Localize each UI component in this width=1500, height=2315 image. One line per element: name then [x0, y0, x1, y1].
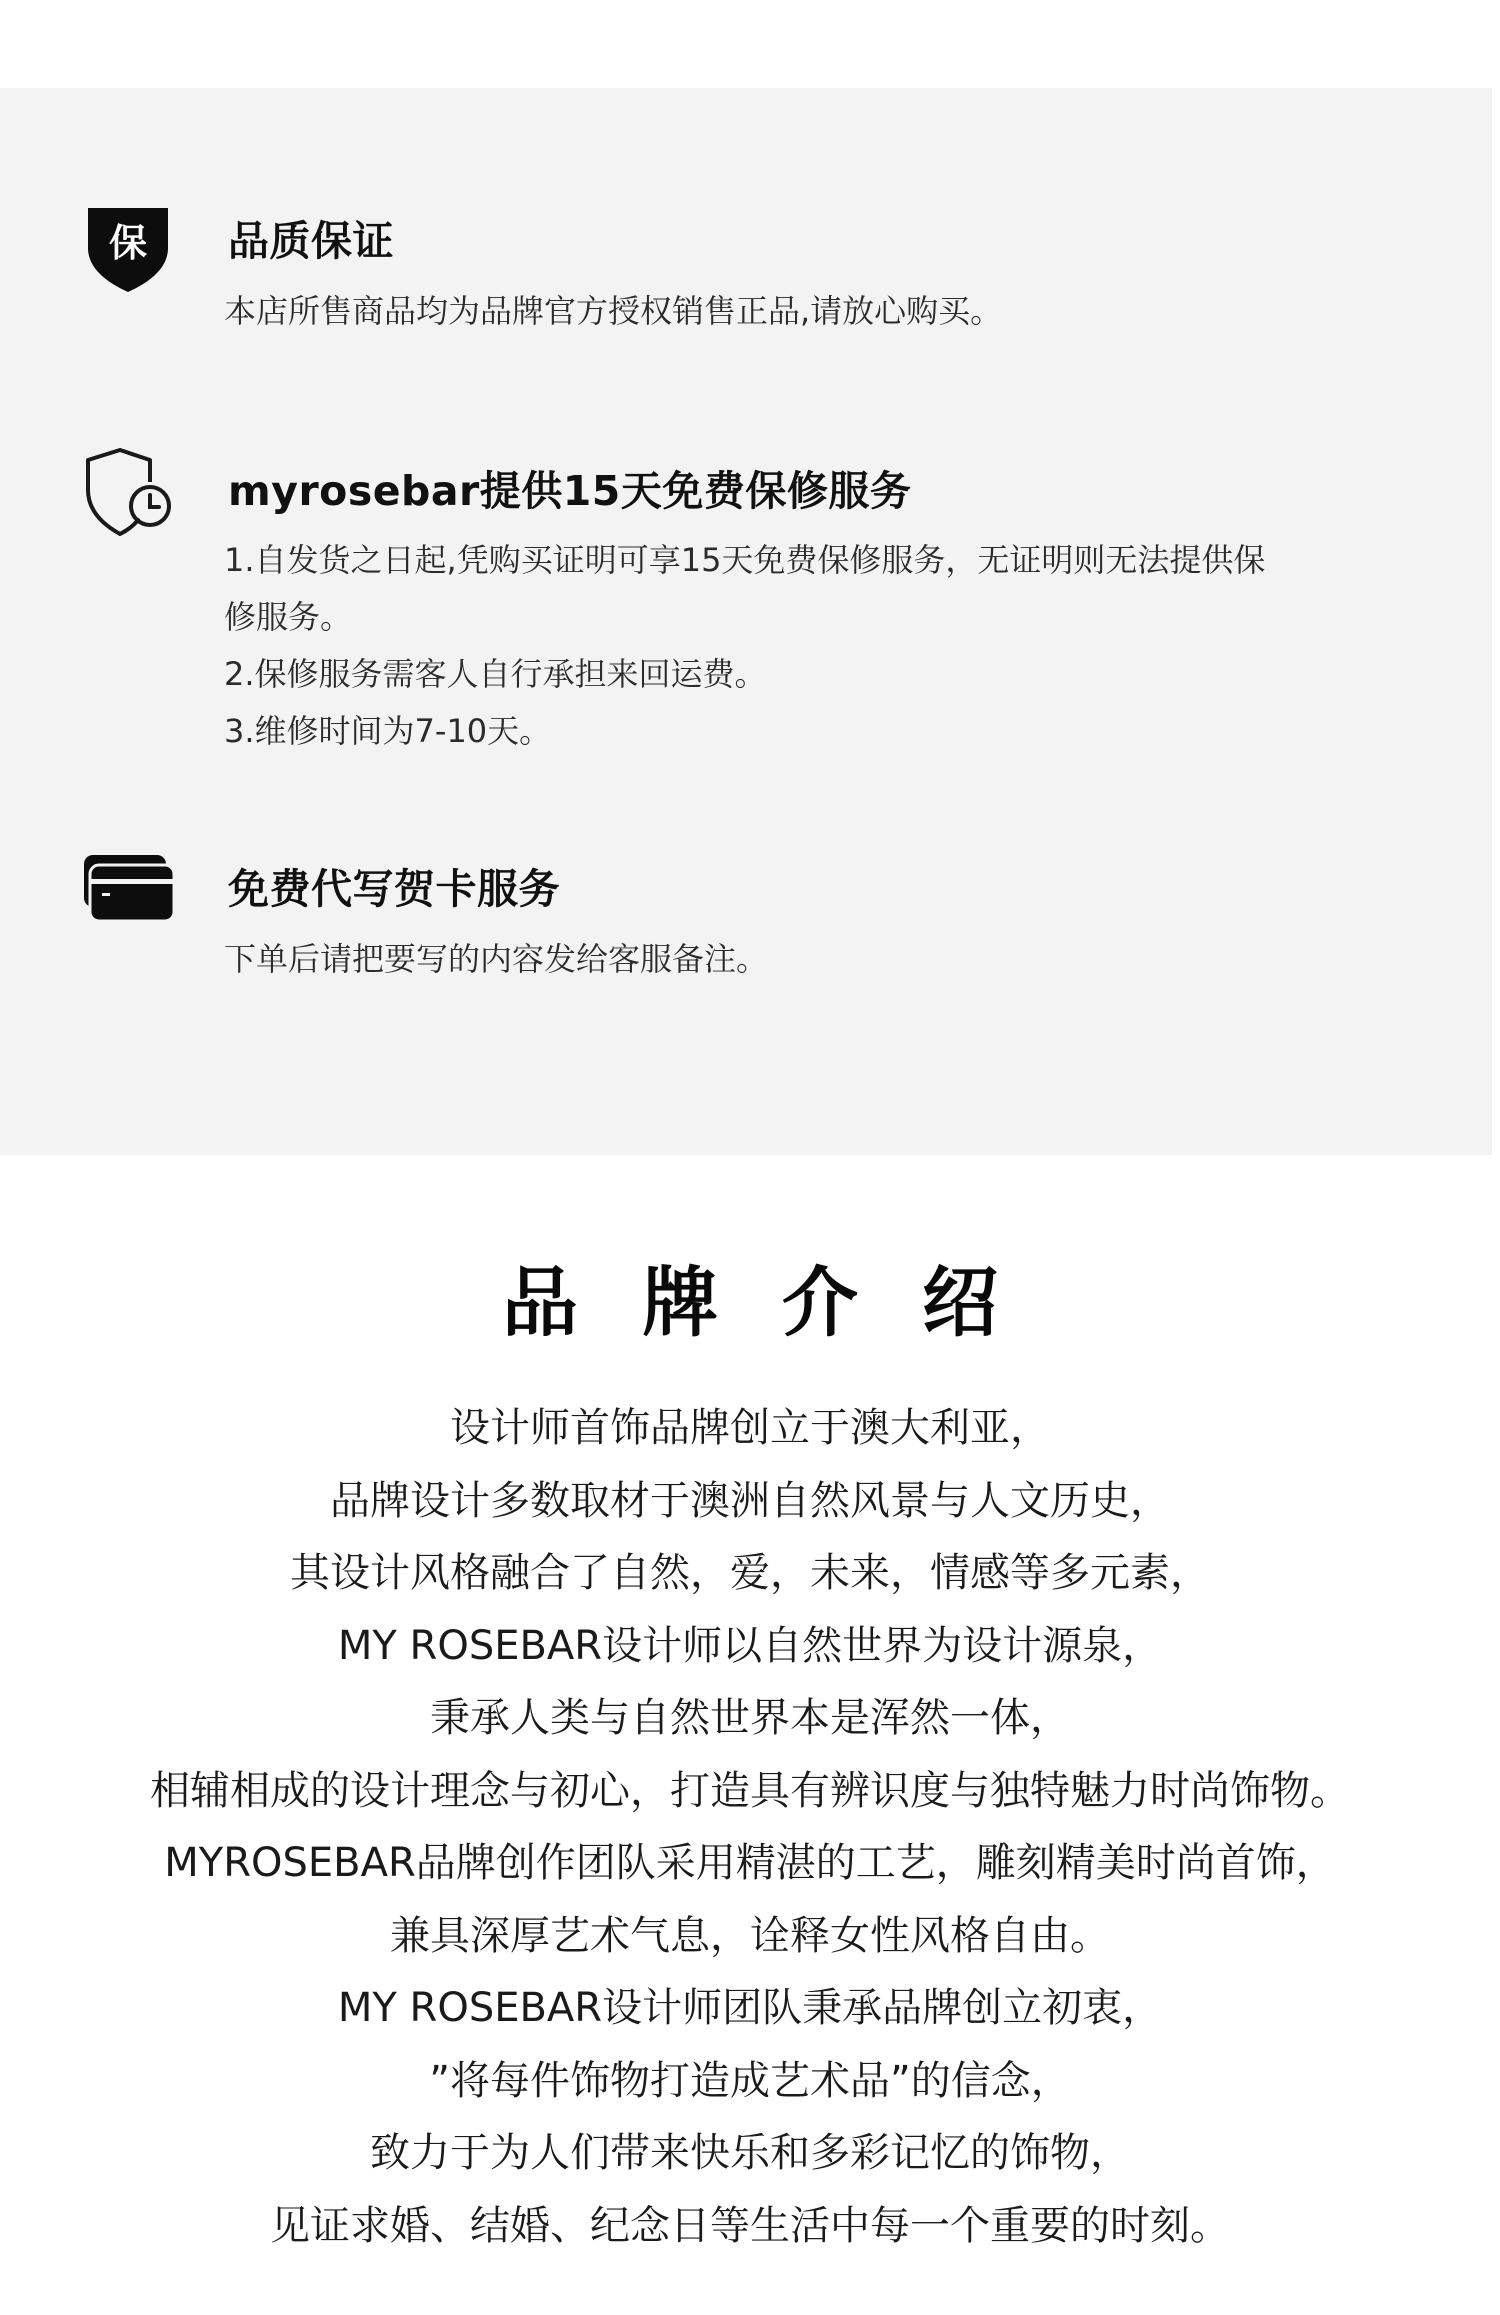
- greeting-card-text: [224, 931, 1394, 988]
- shield-guarantee-icon: [80, 198, 176, 294]
- brand-intro-line: 设计师首饰品牌创立于澳大利亚，: [450, 1405, 1050, 1451]
- brand-intro-line: ”将每件饰物打造成艺术品”的信念，: [429, 2057, 1071, 2104]
- brand-intro-line: 品牌设计多数取材于澳洲自然风景与人文历史，: [330, 1477, 1170, 1524]
- brand-intro-text: [0, 1392, 1500, 2262]
- brand-intro-line: 兼具深厚艺术气息，诠释女性风格自由。: [390, 1912, 1110, 1959]
- brand-intro-line: MY ROSEBAR设计师以自然世界为设计源泉，: [337, 1622, 1163, 1669]
- service-guarantee-panel: [0, 88, 1492, 1155]
- brand-intro-line: 相辅相成的设计理念与初心，打造具有辨识度与独特魅力时尚饰物。: [150, 1767, 1350, 1814]
- brand-intro-line: 致力于为人们带来快乐和多彩记忆的饰物，: [370, 2130, 1130, 2176]
- brand-intro-line: 其设计风格融合了自然，爱，未来，情感等多元素，: [290, 1550, 1210, 1596]
- greeting-card-title: 免费代写贺卡服务: [228, 865, 560, 913]
- quality-guarantee-line: 本店所售商品均为品牌官方授权销售正品,请放心购买。: [224, 292, 1003, 330]
- warranty-line: 2.保修服务需客人自行承担来回运费。: [224, 655, 767, 693]
- brand-intro-line: MY ROSEBAR设计师团队秉承品牌创立初衷，: [337, 1985, 1163, 2031]
- card-icon: [80, 841, 176, 937]
- greeting-card-line: 下单后请把要写的内容发给客服备注。: [224, 940, 769, 978]
- brand-intro-line: MYROSEBAR品牌创作团队采用精湛的工艺，雕刻精美时尚首饰，: [164, 1840, 1336, 1886]
- quality-guarantee-text: [224, 283, 1394, 340]
- brand-intro-title: 品牌介绍: [502, 1258, 1062, 1347]
- shield-clock-icon: [80, 444, 176, 540]
- quality-guarantee-title: 品质保证: [228, 217, 394, 265]
- warranty-title: myrosebar提供15天免费保修服务: [228, 467, 912, 515]
- brand-intro-line: 见证求婚、结婚、纪念日等生活中每一个重要的时刻。: [270, 2202, 1230, 2249]
- warranty-line: 修服务。: [224, 598, 353, 636]
- warranty-line: 1.自发货之日起,凭购买证明可享15天免费保修服务，无证明则无法提供保: [224, 541, 1266, 579]
- warranty-line: 3.维修时间为7-10天。: [224, 712, 552, 750]
- shield-icon-label: 保: [108, 221, 148, 265]
- brand-intro-line: 秉承人类与自然世界本是浑然一体，: [430, 1695, 1070, 1741]
- warranty-text: [224, 532, 1394, 760]
